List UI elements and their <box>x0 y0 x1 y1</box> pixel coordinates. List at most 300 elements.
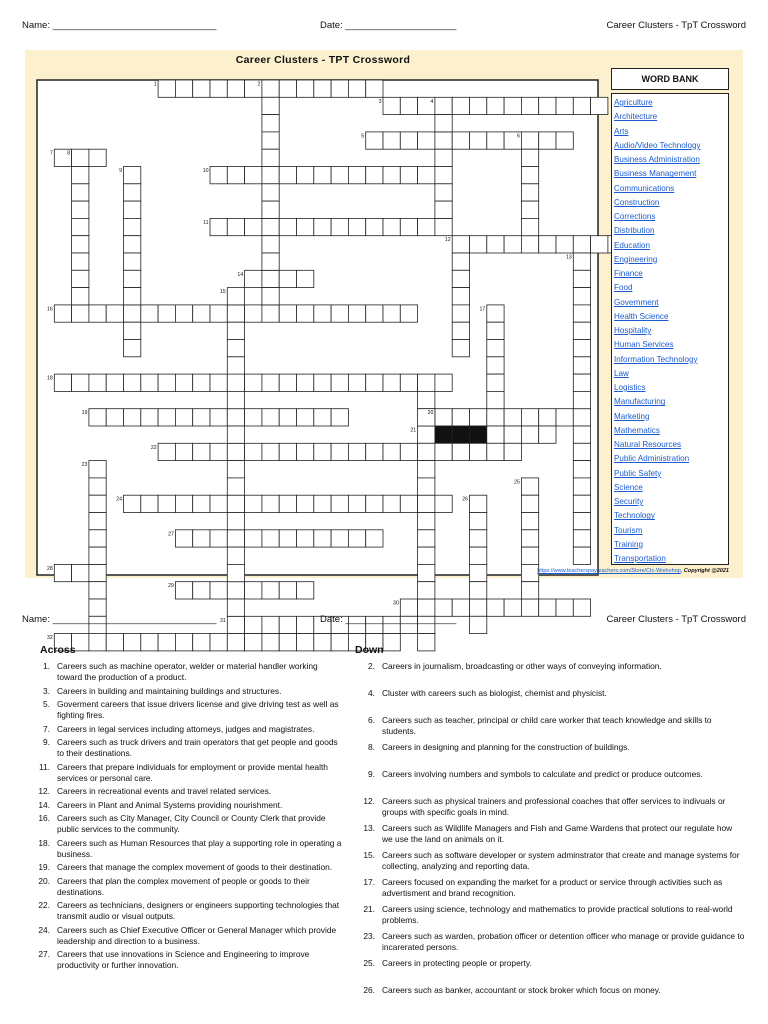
grid-cell[interactable] <box>487 409 504 426</box>
grid-cell[interactable] <box>193 80 210 97</box>
grid-cell[interactable] <box>331 305 348 322</box>
word-bank-item[interactable]: Logistics <box>614 383 646 392</box>
grid-cell[interactable] <box>141 409 158 426</box>
grid-cell[interactable] <box>245 374 262 391</box>
grid-cell[interactable] <box>418 426 435 443</box>
grid-cell[interactable] <box>521 201 538 218</box>
grid-cell[interactable] <box>366 132 383 149</box>
grid-cell[interactable] <box>72 374 89 391</box>
credit-link[interactable]: https://www.teacherspayteachers.com/Store/Ctc-Workshop <box>537 568 681 574</box>
grid-cell[interactable] <box>245 409 262 426</box>
grid-cell[interactable] <box>487 97 504 114</box>
grid-cell[interactable] <box>175 305 192 322</box>
grid-cell[interactable] <box>487 426 504 443</box>
grid-cell[interactable] <box>175 443 192 460</box>
grid-cell[interactable] <box>245 270 262 287</box>
word-bank-item[interactable]: Human Services <box>614 340 674 350</box>
grid-cell[interactable] <box>72 149 89 166</box>
grid-cell[interactable] <box>279 495 296 512</box>
grid-cell[interactable] <box>262 374 279 391</box>
grid-cell[interactable] <box>227 495 244 512</box>
grid-cell[interactable] <box>331 409 348 426</box>
word-bank-item[interactable]: Government <box>614 297 659 307</box>
grid-cell[interactable] <box>331 530 348 547</box>
grid-cell[interactable] <box>573 495 590 512</box>
word-bank-item[interactable]: Marketing <box>614 411 650 421</box>
grid-cell[interactable] <box>470 547 487 564</box>
grid-cell[interactable] <box>141 374 158 391</box>
grid-cell[interactable] <box>573 478 590 495</box>
grid-cell[interactable] <box>89 305 106 322</box>
grid-cell[interactable] <box>297 495 314 512</box>
grid-cell[interactable] <box>54 305 71 322</box>
grid-cell[interactable] <box>314 374 331 391</box>
grid-cell[interactable] <box>470 513 487 530</box>
word-bank-item[interactable]: Training <box>614 539 643 549</box>
grid-cell[interactable] <box>504 97 521 114</box>
grid-cell[interactable] <box>210 218 227 235</box>
grid-cell[interactable] <box>227 426 244 443</box>
grid-cell[interactable] <box>383 97 400 114</box>
grid-cell[interactable] <box>227 409 244 426</box>
grid-cell[interactable] <box>227 634 244 651</box>
grid-cell[interactable] <box>348 305 365 322</box>
grid-cell[interactable] <box>89 374 106 391</box>
word-bank-item[interactable]: Corrections <box>614 212 656 221</box>
grid-cell[interactable] <box>487 357 504 374</box>
grid-cell[interactable] <box>297 167 314 184</box>
grid-cell[interactable] <box>452 443 469 460</box>
grid-cell[interactable] <box>435 167 452 184</box>
word-bank-item[interactable]: Business Management <box>614 169 697 179</box>
grid-cell[interactable] <box>452 253 469 270</box>
grid-cell[interactable] <box>89 564 106 581</box>
grid-cell[interactable] <box>452 305 469 322</box>
grid-cell[interactable] <box>72 305 89 322</box>
grid-cell[interactable] <box>210 409 227 426</box>
grid-cell[interactable] <box>175 634 192 651</box>
grid-cell[interactable] <box>504 443 521 460</box>
grid-cell[interactable] <box>504 236 521 253</box>
grid-cell[interactable] <box>366 218 383 235</box>
grid-cell[interactable] <box>521 184 538 201</box>
grid-cell[interactable] <box>331 167 348 184</box>
grid-cell[interactable] <box>452 97 469 114</box>
grid-cell[interactable] <box>227 513 244 530</box>
grid-cell[interactable] <box>487 236 504 253</box>
grid-cell[interactable] <box>400 218 417 235</box>
grid-cell[interactable] <box>573 426 590 443</box>
grid-cell[interactable] <box>262 184 279 201</box>
grid-cell[interactable] <box>89 582 106 599</box>
grid-cell[interactable] <box>521 149 538 166</box>
grid-cell[interactable] <box>504 426 521 443</box>
grid-cell[interactable] <box>366 443 383 460</box>
grid-cell[interactable] <box>521 513 538 530</box>
grid-cell[interactable] <box>452 409 469 426</box>
grid-cell[interactable] <box>89 495 106 512</box>
grid-cell[interactable] <box>487 305 504 322</box>
grid-cell[interactable] <box>72 167 89 184</box>
grid-cell[interactable] <box>227 357 244 374</box>
grid-cell[interactable] <box>521 564 538 581</box>
word-bank-item[interactable]: Security <box>614 497 644 506</box>
grid-cell[interactable] <box>262 218 279 235</box>
grid-cell[interactable] <box>521 426 538 443</box>
grid-cell[interactable] <box>435 184 452 201</box>
grid-cell[interactable] <box>487 374 504 391</box>
word-bank-item[interactable]: Finance <box>614 269 643 278</box>
grid-cell[interactable] <box>435 149 452 166</box>
word-bank-item[interactable]: Technology <box>614 511 655 521</box>
grid-cell[interactable] <box>400 495 417 512</box>
grid-cell[interactable] <box>141 305 158 322</box>
word-bank-item[interactable]: Science <box>614 482 643 492</box>
grid-cell[interactable] <box>418 478 435 495</box>
grid-cell[interactable] <box>418 391 435 408</box>
word-bank-item[interactable]: Transportation <box>614 554 666 563</box>
grid-cell[interactable] <box>72 253 89 270</box>
grid-cell[interactable] <box>262 495 279 512</box>
word-bank-item[interactable]: Tourism <box>614 525 643 535</box>
grid-cell[interactable] <box>124 495 141 512</box>
grid-cell[interactable] <box>124 288 141 305</box>
grid-cell[interactable] <box>89 547 106 564</box>
grid-cell[interactable] <box>124 184 141 201</box>
grid-cell[interactable] <box>556 409 573 426</box>
grid-cell[interactable] <box>452 236 469 253</box>
grid-cell[interactable] <box>383 443 400 460</box>
grid-cell[interactable] <box>279 167 296 184</box>
grid-cell[interactable] <box>262 270 279 287</box>
grid-cell[interactable] <box>383 305 400 322</box>
grid-cell[interactable] <box>418 564 435 581</box>
grid-cell[interactable] <box>470 443 487 460</box>
grid-cell[interactable] <box>124 236 141 253</box>
grid-cell[interactable] <box>245 218 262 235</box>
grid-cell[interactable] <box>89 461 106 478</box>
grid-cell[interactable] <box>227 478 244 495</box>
grid-cell[interactable] <box>331 495 348 512</box>
grid-cell[interactable] <box>279 218 296 235</box>
grid-cell[interactable] <box>106 409 123 426</box>
grid-cell[interactable] <box>72 270 89 287</box>
grid-cell[interactable] <box>89 530 106 547</box>
grid-cell[interactable] <box>227 340 244 357</box>
grid-cell[interactable] <box>262 634 279 651</box>
grid-cell[interactable] <box>279 305 296 322</box>
word-bank-item[interactable]: Public Administration <box>614 454 690 464</box>
grid-cell[interactable] <box>314 167 331 184</box>
grid-cell[interactable] <box>262 132 279 149</box>
grid-cell[interactable] <box>227 288 244 305</box>
grid-cell[interactable] <box>470 132 487 149</box>
grid-cell[interactable] <box>314 530 331 547</box>
grid-cell[interactable] <box>435 218 452 235</box>
grid-cell[interactable] <box>521 582 538 599</box>
grid-cell[interactable] <box>72 184 89 201</box>
grid-cell[interactable] <box>435 132 452 149</box>
grid-cell[interactable] <box>383 495 400 512</box>
grid-cell[interactable] <box>227 391 244 408</box>
grid-cell[interactable] <box>573 374 590 391</box>
grid-cell[interactable] <box>89 409 106 426</box>
grid-cell[interactable] <box>470 582 487 599</box>
grid-cell[interactable] <box>435 201 452 218</box>
grid-cell[interactable] <box>435 97 452 114</box>
grid-cell[interactable] <box>314 80 331 97</box>
grid-cell[interactable] <box>366 80 383 97</box>
grid-cell[interactable] <box>348 530 365 547</box>
grid-cell[interactable] <box>297 218 314 235</box>
grid-cell[interactable] <box>314 443 331 460</box>
grid-cell[interactable] <box>418 374 435 391</box>
grid-cell[interactable] <box>297 374 314 391</box>
grid-cell[interactable] <box>124 270 141 287</box>
grid-cell[interactable] <box>262 530 279 547</box>
grid-cell[interactable] <box>573 409 590 426</box>
grid-cell[interactable] <box>383 374 400 391</box>
grid-cell[interactable] <box>573 340 590 357</box>
grid-cell[interactable] <box>72 288 89 305</box>
grid-cell[interactable] <box>591 97 608 114</box>
grid-cell[interactable] <box>175 530 192 547</box>
grid-cell[interactable] <box>72 236 89 253</box>
grid-cell[interactable] <box>521 167 538 184</box>
grid-cell[interactable] <box>297 409 314 426</box>
grid-cell[interactable] <box>106 305 123 322</box>
grid-cell[interactable] <box>227 530 244 547</box>
grid-cell[interactable] <box>193 409 210 426</box>
grid-cell[interactable] <box>279 80 296 97</box>
grid-cell[interactable] <box>262 201 279 218</box>
grid-cell[interactable] <box>245 305 262 322</box>
word-bank-item[interactable]: Communications <box>614 183 675 193</box>
grid-cell[interactable] <box>470 236 487 253</box>
grid-cell[interactable] <box>89 634 106 651</box>
word-bank-item[interactable]: Architecture <box>614 112 658 122</box>
grid-cell[interactable] <box>539 97 556 114</box>
grid-cell[interactable] <box>452 132 469 149</box>
grid-cell[interactable] <box>418 495 435 512</box>
grid-cell[interactable] <box>539 236 556 253</box>
grid-cell[interactable] <box>366 167 383 184</box>
grid-cell[interactable] <box>227 564 244 581</box>
grid-cell[interactable] <box>383 634 400 651</box>
grid-cell[interactable] <box>158 409 175 426</box>
grid-cell[interactable] <box>418 547 435 564</box>
grid-cell[interactable] <box>158 443 175 460</box>
grid-cell[interactable] <box>210 634 227 651</box>
grid-cell[interactable] <box>573 391 590 408</box>
grid-cell[interactable] <box>366 374 383 391</box>
grid-cell[interactable] <box>400 97 417 114</box>
grid-cell[interactable] <box>54 564 71 581</box>
word-bank-item[interactable]: Manufacturing <box>614 397 666 407</box>
grid-cell[interactable] <box>418 443 435 460</box>
word-bank-item[interactable]: Audio/Video Technology <box>614 140 701 150</box>
grid-cell[interactable] <box>124 305 141 322</box>
grid-cell[interactable] <box>521 530 538 547</box>
grid-cell[interactable] <box>227 374 244 391</box>
grid-cell[interactable] <box>175 374 192 391</box>
grid-cell[interactable] <box>210 530 227 547</box>
grid-cell[interactable] <box>418 530 435 547</box>
grid-cell[interactable] <box>210 305 227 322</box>
grid-cell[interactable] <box>521 218 538 235</box>
grid-cell[interactable] <box>539 409 556 426</box>
grid-cell[interactable] <box>227 547 244 564</box>
grid-cell[interactable] <box>400 443 417 460</box>
grid-cell[interactable] <box>227 218 244 235</box>
grid-cell[interactable] <box>227 167 244 184</box>
grid-cell[interactable] <box>573 530 590 547</box>
grid-cell[interactable] <box>487 322 504 339</box>
grid-cell[interactable] <box>193 495 210 512</box>
grid-cell[interactable] <box>348 80 365 97</box>
grid-cell[interactable] <box>418 582 435 599</box>
grid-cell[interactable] <box>245 443 262 460</box>
grid-cell[interactable] <box>262 582 279 599</box>
grid-cell[interactable] <box>175 495 192 512</box>
word-bank-item[interactable]: Engineering <box>614 254 658 264</box>
grid-cell[interactable] <box>591 236 608 253</box>
grid-cell[interactable] <box>106 374 123 391</box>
grid-cell[interactable] <box>314 305 331 322</box>
grid-cell[interactable] <box>158 634 175 651</box>
grid-cell[interactable] <box>383 218 400 235</box>
grid-cell[interactable] <box>418 167 435 184</box>
grid-cell[interactable] <box>210 582 227 599</box>
grid-cell[interactable] <box>297 530 314 547</box>
word-bank-item[interactable]: Health Science <box>614 311 669 321</box>
grid-cell[interactable] <box>158 305 175 322</box>
grid-cell[interactable] <box>418 132 435 149</box>
grid-cell[interactable] <box>418 513 435 530</box>
word-bank-item[interactable]: Food <box>614 283 633 293</box>
grid-cell[interactable] <box>279 374 296 391</box>
grid-cell[interactable] <box>297 80 314 97</box>
grid-cell[interactable] <box>141 495 158 512</box>
grid-cell[interactable] <box>521 236 538 253</box>
grid-cell[interactable] <box>89 149 106 166</box>
grid-cell[interactable] <box>418 461 435 478</box>
grid-cell[interactable] <box>106 634 123 651</box>
grid-cell[interactable] <box>470 97 487 114</box>
grid-cell[interactable] <box>262 288 279 305</box>
word-bank-item[interactable]: Business Administration <box>614 155 700 164</box>
grid-cell[interactable] <box>262 409 279 426</box>
grid-cell[interactable] <box>418 218 435 235</box>
grid-cell[interactable] <box>279 409 296 426</box>
grid-cell[interactable] <box>470 426 487 443</box>
grid-cell[interactable] <box>539 132 556 149</box>
grid-cell[interactable] <box>245 167 262 184</box>
grid-cell[interactable] <box>331 80 348 97</box>
grid-cell[interactable] <box>400 374 417 391</box>
grid-cell[interactable] <box>435 409 452 426</box>
grid-cell[interactable] <box>435 426 452 443</box>
grid-cell[interactable] <box>89 478 106 495</box>
grid-cell[interactable] <box>573 461 590 478</box>
grid-cell[interactable] <box>297 634 314 651</box>
grid-cell[interactable] <box>89 513 106 530</box>
grid-cell[interactable] <box>400 305 417 322</box>
grid-cell[interactable] <box>383 167 400 184</box>
grid-cell[interactable] <box>573 305 590 322</box>
grid-cell[interactable] <box>262 236 279 253</box>
grid-cell[interactable] <box>124 340 141 357</box>
grid-cell[interactable] <box>227 80 244 97</box>
word-bank-item[interactable]: Information Technology <box>614 354 698 364</box>
grid-cell[interactable] <box>435 495 452 512</box>
grid-cell[interactable] <box>314 634 331 651</box>
grid-cell[interactable] <box>210 443 227 460</box>
grid-cell[interactable] <box>227 443 244 460</box>
grid-cell[interactable] <box>400 132 417 149</box>
grid-cell[interactable] <box>504 409 521 426</box>
grid-cell[interactable] <box>556 132 573 149</box>
grid-cell[interactable] <box>279 443 296 460</box>
grid-cell[interactable] <box>452 288 469 305</box>
grid-cell[interactable] <box>539 426 556 443</box>
grid-cell[interactable] <box>245 634 262 651</box>
grid-cell[interactable] <box>452 322 469 339</box>
grid-cell[interactable] <box>245 582 262 599</box>
grid-cell[interactable] <box>227 322 244 339</box>
word-bank-item[interactable]: Law <box>614 368 629 378</box>
grid-cell[interactable] <box>314 409 331 426</box>
grid-cell[interactable] <box>262 149 279 166</box>
grid-cell[interactable] <box>331 443 348 460</box>
grid-cell[interactable] <box>418 634 435 651</box>
grid-cell[interactable] <box>487 443 504 460</box>
grid-cell[interactable] <box>262 80 279 97</box>
grid-cell[interactable] <box>210 495 227 512</box>
grid-cell[interactable] <box>262 443 279 460</box>
grid-cell[interactable] <box>435 443 452 460</box>
grid-cell[interactable] <box>227 461 244 478</box>
grid-cell[interactable] <box>279 582 296 599</box>
grid-cell[interactable] <box>573 236 590 253</box>
word-bank-item[interactable]: Public Safety <box>614 468 662 478</box>
grid-cell[interactable] <box>279 634 296 651</box>
grid-cell[interactable] <box>124 409 141 426</box>
grid-cell[interactable] <box>348 374 365 391</box>
grid-cell[interactable] <box>573 357 590 374</box>
grid-cell[interactable] <box>72 218 89 235</box>
grid-cell[interactable] <box>124 253 141 270</box>
grid-cell[interactable] <box>124 218 141 235</box>
grid-cell[interactable] <box>400 167 417 184</box>
grid-cell[interactable] <box>297 443 314 460</box>
grid-cell[interactable] <box>331 218 348 235</box>
grid-cell[interactable] <box>556 236 573 253</box>
grid-cell[interactable] <box>210 80 227 97</box>
grid-cell[interactable] <box>573 270 590 287</box>
grid-cell[interactable] <box>470 530 487 547</box>
grid-cell[interactable] <box>556 97 573 114</box>
grid-cell[interactable] <box>124 167 141 184</box>
grid-cell[interactable] <box>297 582 314 599</box>
grid-cell[interactable] <box>193 305 210 322</box>
grid-cell[interactable] <box>193 443 210 460</box>
grid-cell[interactable] <box>573 443 590 460</box>
grid-cell[interactable] <box>521 97 538 114</box>
grid-cell[interactable] <box>366 495 383 512</box>
grid-cell[interactable] <box>175 409 192 426</box>
word-bank-item[interactable]: Natural Resources <box>614 440 682 449</box>
